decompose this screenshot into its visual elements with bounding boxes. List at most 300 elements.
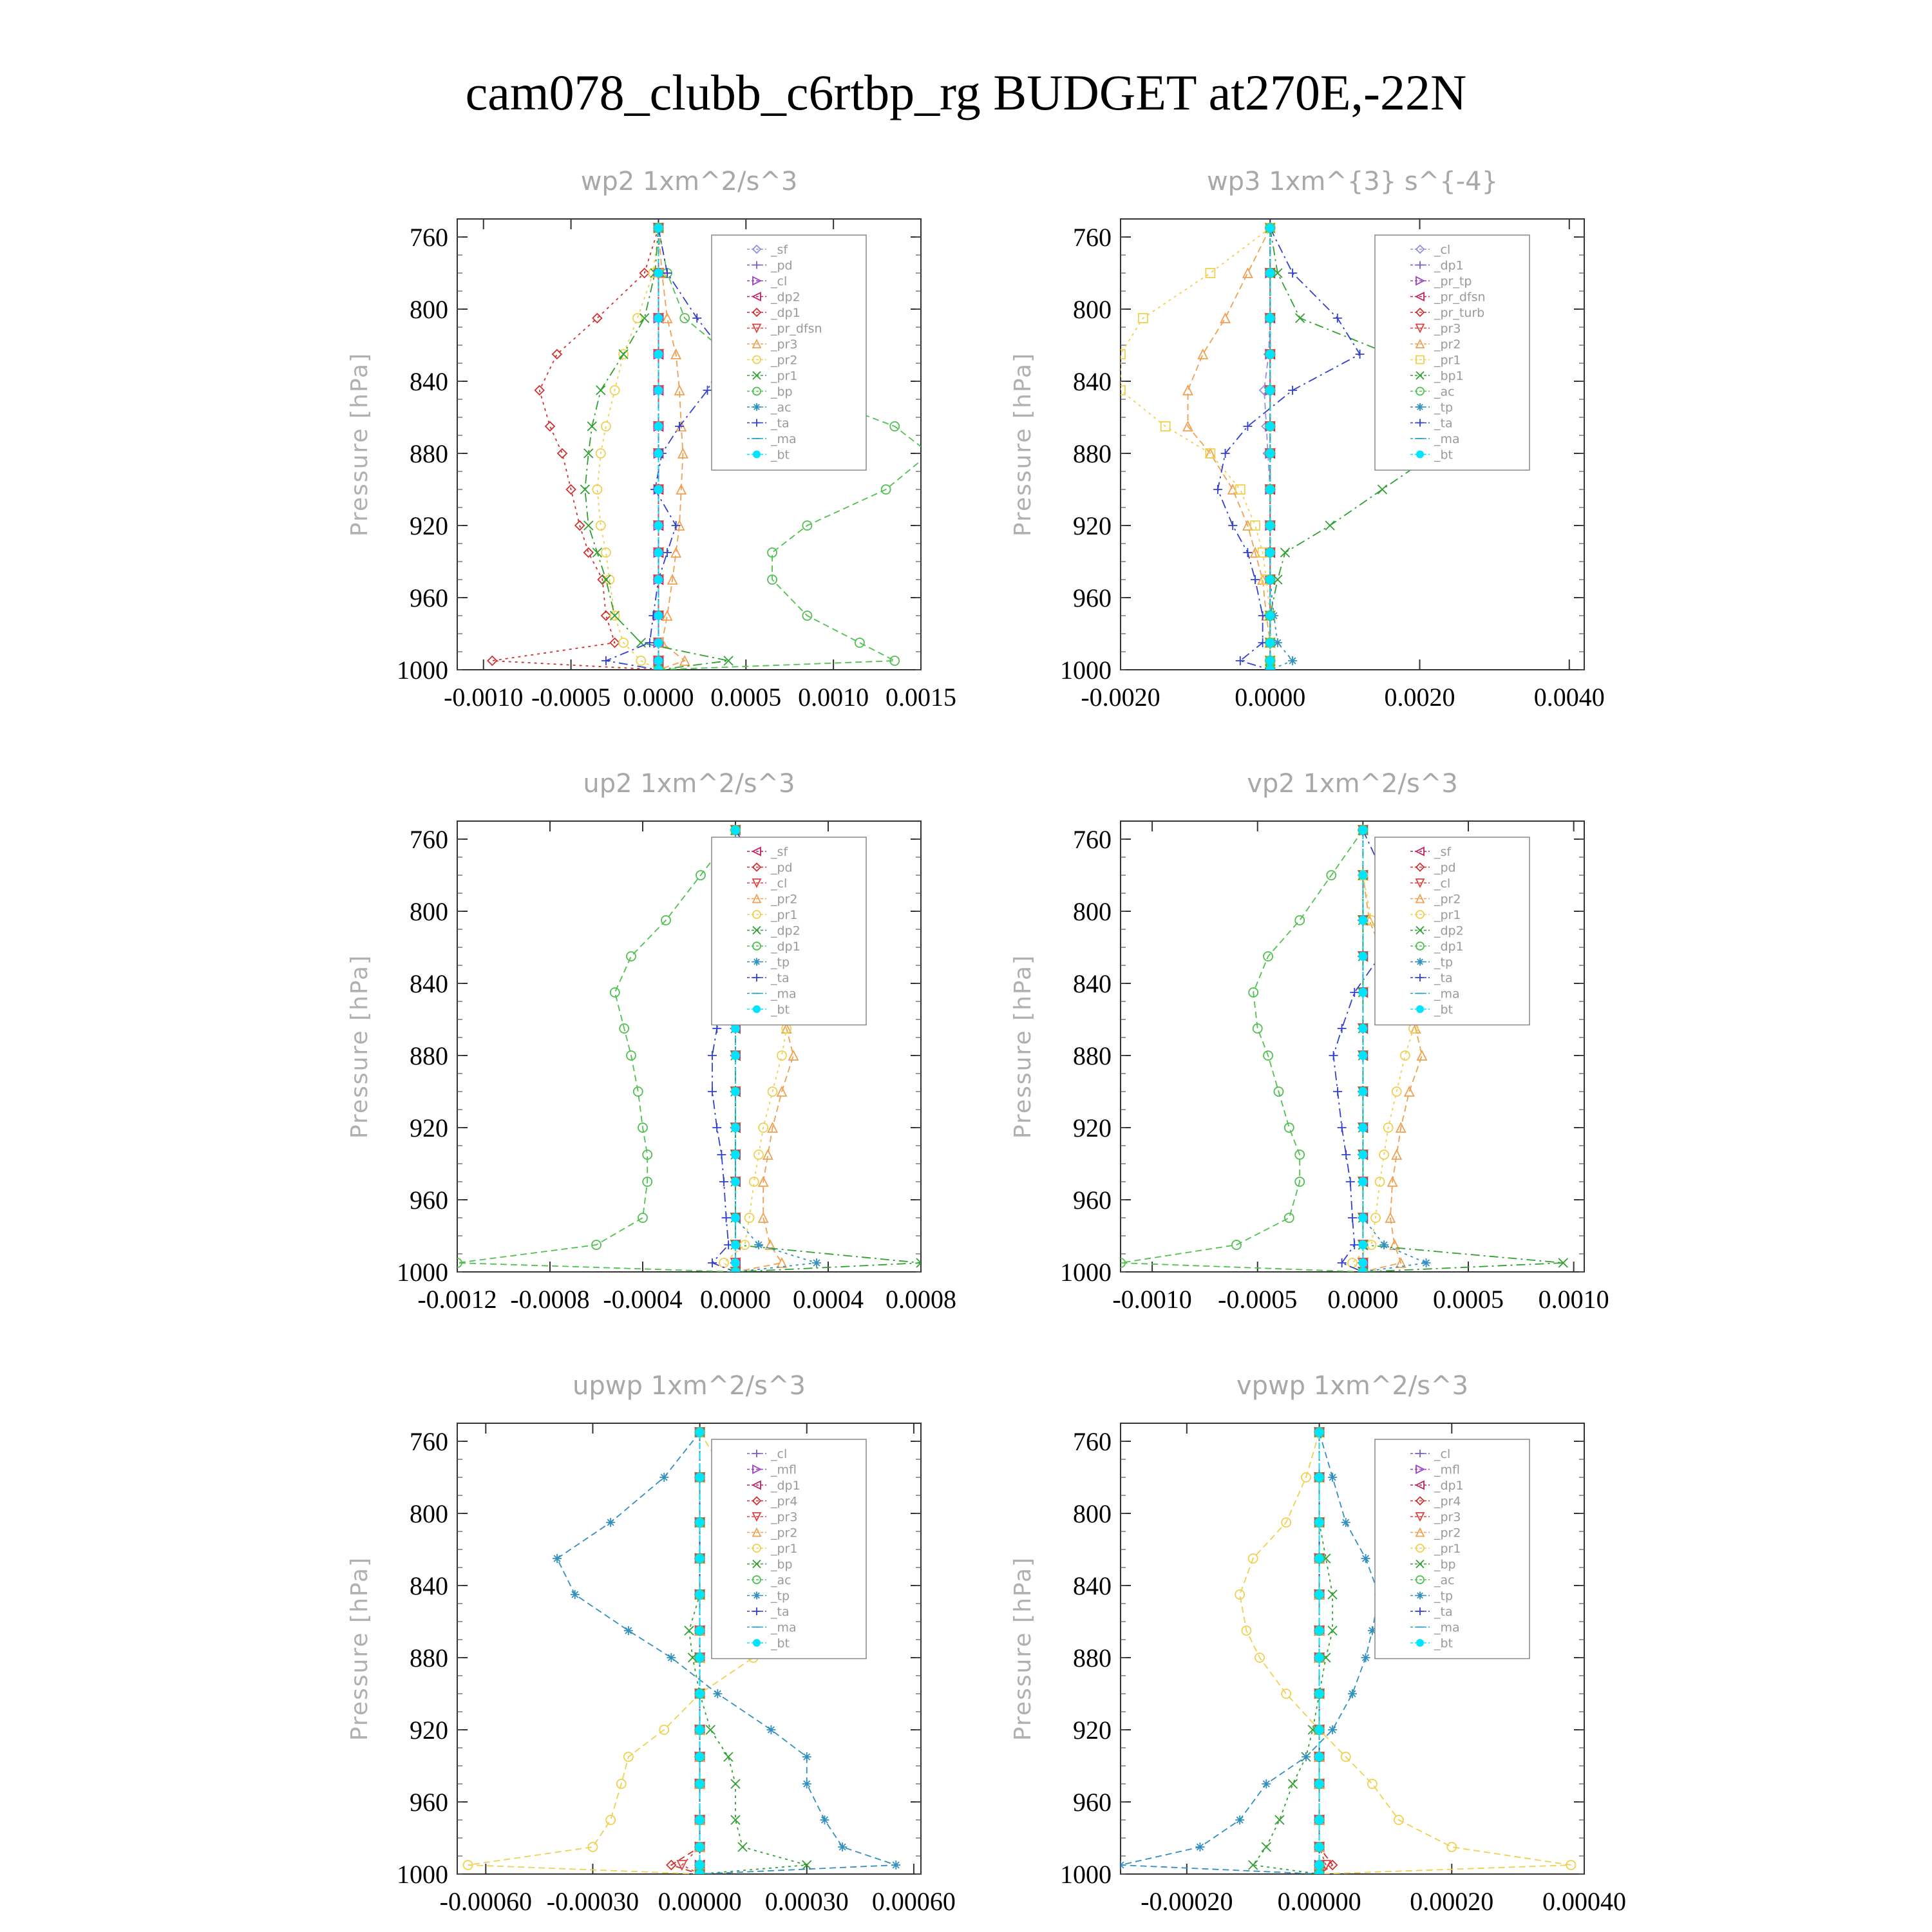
data-point (708, 1258, 717, 1267)
legend-entry: _bp (771, 1557, 793, 1572)
data-point (619, 350, 628, 359)
legend-entry: _tp (1434, 401, 1454, 415)
data-point (1243, 269, 1252, 278)
data-point (1315, 1653, 1324, 1662)
data-point (1356, 350, 1365, 359)
data-point (802, 1752, 811, 1761)
legend-entry: _dp1 (771, 306, 800, 320)
data-point (1341, 1150, 1350, 1159)
y-tick-label: 840 (410, 969, 448, 998)
data-point (1280, 548, 1289, 557)
y-tick-label: 800 (410, 1499, 448, 1528)
data-point (812, 1258, 821, 1267)
data-point (638, 1213, 647, 1222)
x-tick-label: 0.0010 (798, 683, 869, 712)
series-group (488, 223, 934, 674)
x-tick-label: -0.00020 (1141, 1887, 1233, 1916)
data-point (696, 1518, 705, 1527)
legend-entry: _pr1 (1434, 908, 1461, 922)
data-point (654, 548, 663, 557)
y-tick-label: 880 (410, 439, 448, 468)
legend-entry: _pr4 (1434, 1494, 1461, 1509)
data-point (654, 611, 663, 620)
data-point (696, 1815, 705, 1824)
legend-entry: _bt (771, 448, 790, 462)
data-point (1417, 1051, 1426, 1060)
x-tick-label: -0.0012 (417, 1285, 497, 1314)
data-point (696, 1870, 705, 1879)
x-tick-label: 0.0040 (1533, 683, 1605, 712)
data-point (592, 548, 601, 557)
x-tick-label: -0.00060 (439, 1887, 532, 1916)
data-point (654, 422, 663, 431)
data-point (1315, 1842, 1324, 1852)
panel-title: vpwp 1xm^2/s^3 (1236, 1371, 1469, 1401)
data-point (654, 269, 663, 278)
data-point (1348, 1258, 1357, 1267)
legend-entry: _ma (1434, 1620, 1460, 1635)
data-point (708, 1087, 717, 1096)
data-point (1315, 1554, 1324, 1563)
data-point (1361, 1653, 1370, 1662)
panel-title: upwp 1xm^2/s^3 (573, 1371, 806, 1401)
data-point (601, 656, 611, 665)
legend-entry: _pd (771, 258, 793, 273)
legend-entry: _cl (1434, 876, 1451, 891)
data-point (713, 1689, 722, 1698)
data-point (584, 548, 593, 557)
x-tick-label: -0.0010 (1112, 1285, 1192, 1314)
data-point (654, 575, 663, 584)
data-point (719, 1258, 728, 1267)
data-point (1325, 521, 1334, 530)
data-point (696, 1689, 705, 1698)
legend-entry: _ma (1434, 432, 1460, 446)
data-point (1350, 988, 1359, 997)
y-tick-label: 800 (1073, 897, 1112, 926)
data-point (1350, 1240, 1359, 1249)
data-point (1346, 1177, 1355, 1186)
y-tick-label: 760 (1073, 1427, 1112, 1456)
legend-entry: _ma (771, 432, 797, 446)
data-point (1358, 952, 1367, 961)
data-point (1265, 314, 1274, 323)
data-point (1333, 314, 1342, 323)
legend-entry: _pr3 (1434, 1510, 1461, 1524)
y-tick-label: 760 (1073, 825, 1112, 854)
data-point (571, 1590, 580, 1599)
data-point (696, 1626, 705, 1635)
x-tick-label: -0.00030 (546, 1887, 639, 1916)
legend-entry: _tp (1434, 1589, 1454, 1604)
legend-entry: _ta (771, 1605, 790, 1619)
series-line-pr1 (1121, 228, 1270, 670)
data-point (1358, 1123, 1367, 1132)
data-point (696, 1861, 705, 1870)
data-point (1422, 1258, 1431, 1267)
y-axis-label: Pressure [hPa] (346, 954, 373, 1139)
data-point (1328, 1725, 1337, 1734)
y-axis-label: Pressure [hPa] (346, 1556, 373, 1741)
data-point (1358, 1051, 1367, 1060)
legend-entry: _dp2 (1434, 923, 1464, 938)
x-tick-label: 0.0020 (1384, 683, 1455, 712)
data-point (606, 1518, 615, 1527)
data-point (606, 1815, 615, 1824)
data-point (1358, 1087, 1367, 1096)
data-point (654, 638, 663, 647)
data-point (1358, 871, 1367, 880)
legend-entry: _pr_turb (1434, 306, 1485, 320)
x-tick-label: -0.0005 (531, 683, 611, 712)
data-point (488, 656, 497, 665)
data-point (685, 1626, 694, 1635)
x-tick-label: 0.0000 (1327, 1285, 1399, 1314)
x-tick-label: 0.0010 (1538, 1285, 1609, 1314)
legend-entry: _ma (771, 987, 797, 1001)
legend-entry: _dp1 (771, 940, 800, 954)
legend-entry: _bp1 (1434, 369, 1464, 383)
x-tick-label: -0.0005 (1218, 1285, 1298, 1314)
data-point (1265, 269, 1274, 278)
data-point (596, 386, 605, 395)
series-line-dp1 (1121, 830, 1363, 1272)
data-point (1315, 1752, 1324, 1761)
y-tick-label: 1000 (397, 1860, 448, 1889)
legend-marker (753, 451, 761, 459)
x-tick-label: 0.0000 (1235, 683, 1306, 712)
data-point (663, 548, 672, 557)
data-point (634, 1087, 643, 1096)
legend-entry: _bt (1434, 1636, 1454, 1651)
y-tick-label: 1000 (397, 656, 448, 685)
data-point (1348, 1689, 1357, 1698)
legend-entry: _ac (771, 1573, 791, 1587)
data-point (1328, 1590, 1337, 1599)
y-tick-label: 1000 (1060, 656, 1112, 685)
legend-entry: _pr1 (1434, 353, 1461, 368)
data-point (696, 1725, 705, 1734)
legend-entry: _pr2 (1434, 892, 1461, 907)
y-tick-label: 1000 (397, 1258, 448, 1287)
y-tick-label: 920 (410, 1113, 448, 1142)
legend-entry: _ta (1434, 971, 1453, 985)
legend-marker (1416, 451, 1424, 459)
y-tick-label: 840 (1073, 367, 1112, 396)
data-point (1262, 1842, 1271, 1852)
data-point (1358, 1024, 1367, 1033)
data-point (654, 449, 663, 458)
data-point (1315, 1815, 1324, 1824)
data-point (1282, 1689, 1291, 1698)
x-tick-label: 0.00020 (1410, 1887, 1494, 1916)
data-point (627, 952, 636, 961)
data-point (855, 638, 864, 647)
data-point (640, 314, 649, 323)
legend-entry: _pd (771, 860, 793, 875)
data-point (731, 1258, 740, 1267)
data-point (584, 521, 593, 530)
data-point (1368, 1779, 1377, 1788)
legend-entry: _pr_dfsn (1434, 290, 1486, 305)
data-point (1265, 521, 1274, 530)
data-point (1265, 638, 1274, 647)
data-point (1116, 1861, 1125, 1870)
data-point (696, 1590, 705, 1599)
data-point (1315, 1518, 1324, 1527)
data-point (802, 1779, 811, 1788)
data-point (1265, 575, 1274, 584)
data-point (1315, 1473, 1324, 1482)
data-point (1358, 1258, 1367, 1267)
data-point (722, 1213, 731, 1222)
data-point (553, 1554, 562, 1563)
data-point (1338, 1258, 1347, 1267)
chart-panel-4 (1010, 769, 1609, 1314)
data-point (1358, 1267, 1367, 1276)
data-point (925, 449, 934, 458)
data-point (708, 1051, 717, 1060)
data-point (731, 1123, 740, 1132)
legend-entry: _bt (1434, 448, 1454, 462)
data-point (1358, 916, 1367, 925)
legend-entry: _pr3 (1434, 321, 1461, 336)
panel-title: wp2 1xm^2/s^3 (580, 167, 798, 196)
data-point (1265, 449, 1274, 458)
data-point (1221, 314, 1230, 323)
y-tick-label: 880 (410, 1041, 448, 1070)
x-tick-label: -0.0010 (444, 683, 524, 712)
data-point (1235, 1815, 1244, 1824)
data-point (1401, 1051, 1410, 1060)
legend-entry: _ta (1434, 416, 1453, 431)
data-point (1184, 386, 1193, 395)
y-tick-label: 800 (410, 295, 448, 324)
x-tick-label: 0.0005 (710, 683, 782, 712)
data-point (645, 638, 654, 647)
legend-entry: _ac (1434, 384, 1455, 399)
data-point (712, 1123, 721, 1132)
y-tick-label: 920 (410, 1716, 448, 1745)
data-point (1315, 1779, 1324, 1788)
data-point (731, 1779, 740, 1788)
data-point (1285, 1123, 1294, 1132)
x-tick-label: 0.0000 (700, 1285, 771, 1314)
data-point (692, 314, 701, 323)
data-point (1198, 350, 1208, 359)
legend-entry: _pr3 (771, 1510, 798, 1524)
data-point (1379, 1240, 1388, 1249)
legend-entry: _pr2 (1434, 337, 1461, 352)
series-line-pr2 (597, 228, 658, 670)
data-point (1358, 1150, 1367, 1159)
data-point (1315, 1870, 1324, 1879)
legend (1375, 837, 1530, 1025)
data-point (611, 988, 620, 997)
legend-entry: _cl (771, 876, 788, 891)
data-point (766, 1725, 775, 1734)
data-point (1265, 223, 1274, 232)
data-point (1265, 485, 1274, 494)
legend-entry: _dp2 (771, 290, 800, 305)
y-axis-label: Pressure [hPa] (346, 352, 373, 537)
data-point (545, 422, 554, 431)
data-point (1228, 521, 1237, 530)
y-tick-label: 960 (1073, 583, 1112, 612)
data-point (654, 350, 663, 359)
y-tick-label: 920 (1073, 511, 1112, 540)
data-point (696, 1842, 705, 1852)
data-point (731, 1240, 740, 1249)
legend-entry: _pr2 (771, 892, 798, 907)
legend-entry: _pd (1434, 860, 1456, 875)
panel-title: wp3 1xm^{3} s^{-4} (1206, 167, 1499, 196)
y-tick-label: 920 (410, 511, 448, 540)
data-point (1275, 1815, 1284, 1824)
data-point (1358, 1240, 1367, 1249)
legend (1375, 1439, 1530, 1659)
legend-entry: _dp1 (1434, 940, 1464, 954)
legend (712, 1439, 866, 1659)
data-point (731, 1051, 740, 1060)
data-point (1265, 548, 1274, 557)
data-point (731, 1150, 740, 1159)
legend-marker (753, 1639, 761, 1647)
data-point (654, 386, 663, 395)
data-point (1358, 1177, 1367, 1186)
data-point (731, 1177, 740, 1186)
x-tick-label: 0.00000 (1277, 1887, 1361, 1916)
data-point (1265, 386, 1274, 395)
panels (346, 167, 1626, 1916)
data-point (587, 422, 596, 431)
data-point (1262, 1779, 1271, 1788)
data-point (1361, 1554, 1370, 1563)
legend-entry: _dp1 (1434, 258, 1464, 273)
y-tick-label: 960 (410, 1186, 448, 1215)
y-tick-label: 920 (1073, 1113, 1112, 1142)
y-axis-label: Pressure [hPa] (1010, 1556, 1036, 1741)
data-point (654, 314, 663, 323)
legend-entry: _tp (771, 1589, 790, 1604)
y-tick-label: 1000 (1060, 1860, 1112, 1889)
data-point (1195, 1842, 1204, 1852)
data-point (696, 1779, 705, 1788)
y-tick-label: 840 (410, 1571, 448, 1600)
data-point (731, 1267, 740, 1276)
legend-entry: _ma (1434, 987, 1460, 1001)
x-tick-label: 0.0005 (1433, 1285, 1504, 1314)
data-point (1315, 1689, 1324, 1698)
y-tick-label: 840 (1073, 1571, 1112, 1600)
chart-panel-5 (346, 1371, 956, 1916)
y-tick-label: 760 (410, 1427, 448, 1456)
data-point (717, 1150, 726, 1159)
data-point (654, 656, 663, 665)
y-tick-label: 960 (410, 583, 448, 612)
data-point (1265, 422, 1274, 431)
legend-marker (1416, 1005, 1424, 1013)
data-point (1265, 665, 1274, 674)
legend-entry: _ta (771, 971, 790, 985)
data-point (696, 1752, 705, 1761)
legend-entry: _mfl (1434, 1463, 1460, 1477)
legend-entry: _dp1 (1434, 1479, 1464, 1493)
data-point (724, 1752, 733, 1761)
x-tick-label: 0.00040 (1542, 1887, 1626, 1916)
y-tick-label: 760 (410, 825, 448, 854)
y-axis-label: Pressure [hPa] (1010, 954, 1036, 1139)
data-point (1348, 1213, 1357, 1222)
data-point (1285, 1213, 1294, 1222)
data-point (696, 1428, 705, 1437)
legend-entry: _pr_tp (1434, 274, 1472, 289)
legend-entry: _pr4 (771, 1494, 798, 1509)
legend-entry: _sf (771, 845, 788, 859)
legend-entry: _bt (1434, 1003, 1454, 1017)
data-point (1295, 916, 1304, 925)
data-point (731, 1087, 740, 1096)
y-tick-label: 800 (1073, 295, 1112, 324)
legend-marker (753, 403, 761, 411)
y-tick-label: 760 (1073, 223, 1112, 252)
y-axis-label: Pressure [hPa] (1010, 352, 1036, 537)
data-point (1341, 1518, 1350, 1527)
y-tick-label: 760 (410, 223, 448, 252)
data-point (1328, 1473, 1337, 1482)
data-point (696, 1554, 705, 1563)
legend-entry: _pr2 (771, 1526, 798, 1540)
data-point (558, 449, 567, 458)
data-point (1333, 1087, 1342, 1096)
data-point (654, 521, 663, 530)
legend-entry: _sf (1434, 845, 1452, 859)
data-point (1315, 1861, 1324, 1870)
legend-entry: _tp (771, 955, 790, 970)
legend-marker (1416, 958, 1424, 966)
chart-panel-1 (346, 167, 956, 712)
y-tick-label: 960 (410, 1788, 448, 1817)
x-tick-label: 0.0004 (793, 1285, 864, 1314)
data-point (1328, 1626, 1337, 1635)
y-tick-label: 960 (1073, 1186, 1112, 1215)
chart-panel-6 (1010, 1371, 1626, 1916)
data-point (1315, 1590, 1324, 1599)
data-point (706, 1725, 715, 1734)
chart-panel-3 (346, 769, 956, 1314)
data-point (624, 1626, 633, 1635)
data-point (696, 1473, 705, 1482)
legend-entry: _dp1 (771, 1479, 800, 1493)
legend-entry: _pr1 (771, 1542, 798, 1556)
y-tick-label: 840 (410, 367, 448, 396)
legend-entry: _ac (1434, 1573, 1455, 1587)
legend-entry: _tp (1434, 955, 1454, 970)
data-point (1206, 269, 1215, 278)
legend-entry: _bp (1434, 1557, 1456, 1572)
chart-panel-2 (1010, 167, 1605, 712)
data-point (731, 1213, 740, 1222)
data-point (1358, 1213, 1367, 1222)
panel-title: vp2 1xm^2/s^3 (1247, 769, 1458, 799)
x-tick-label: 0.00000 (658, 1887, 742, 1916)
y-tick-label: 800 (410, 897, 448, 926)
y-tick-label: 840 (1073, 969, 1112, 998)
data-point (1288, 269, 1297, 278)
legend-entry: _pr2 (1434, 1526, 1461, 1540)
data-point (719, 1177, 728, 1186)
legend-entry: _cl (771, 1447, 788, 1461)
